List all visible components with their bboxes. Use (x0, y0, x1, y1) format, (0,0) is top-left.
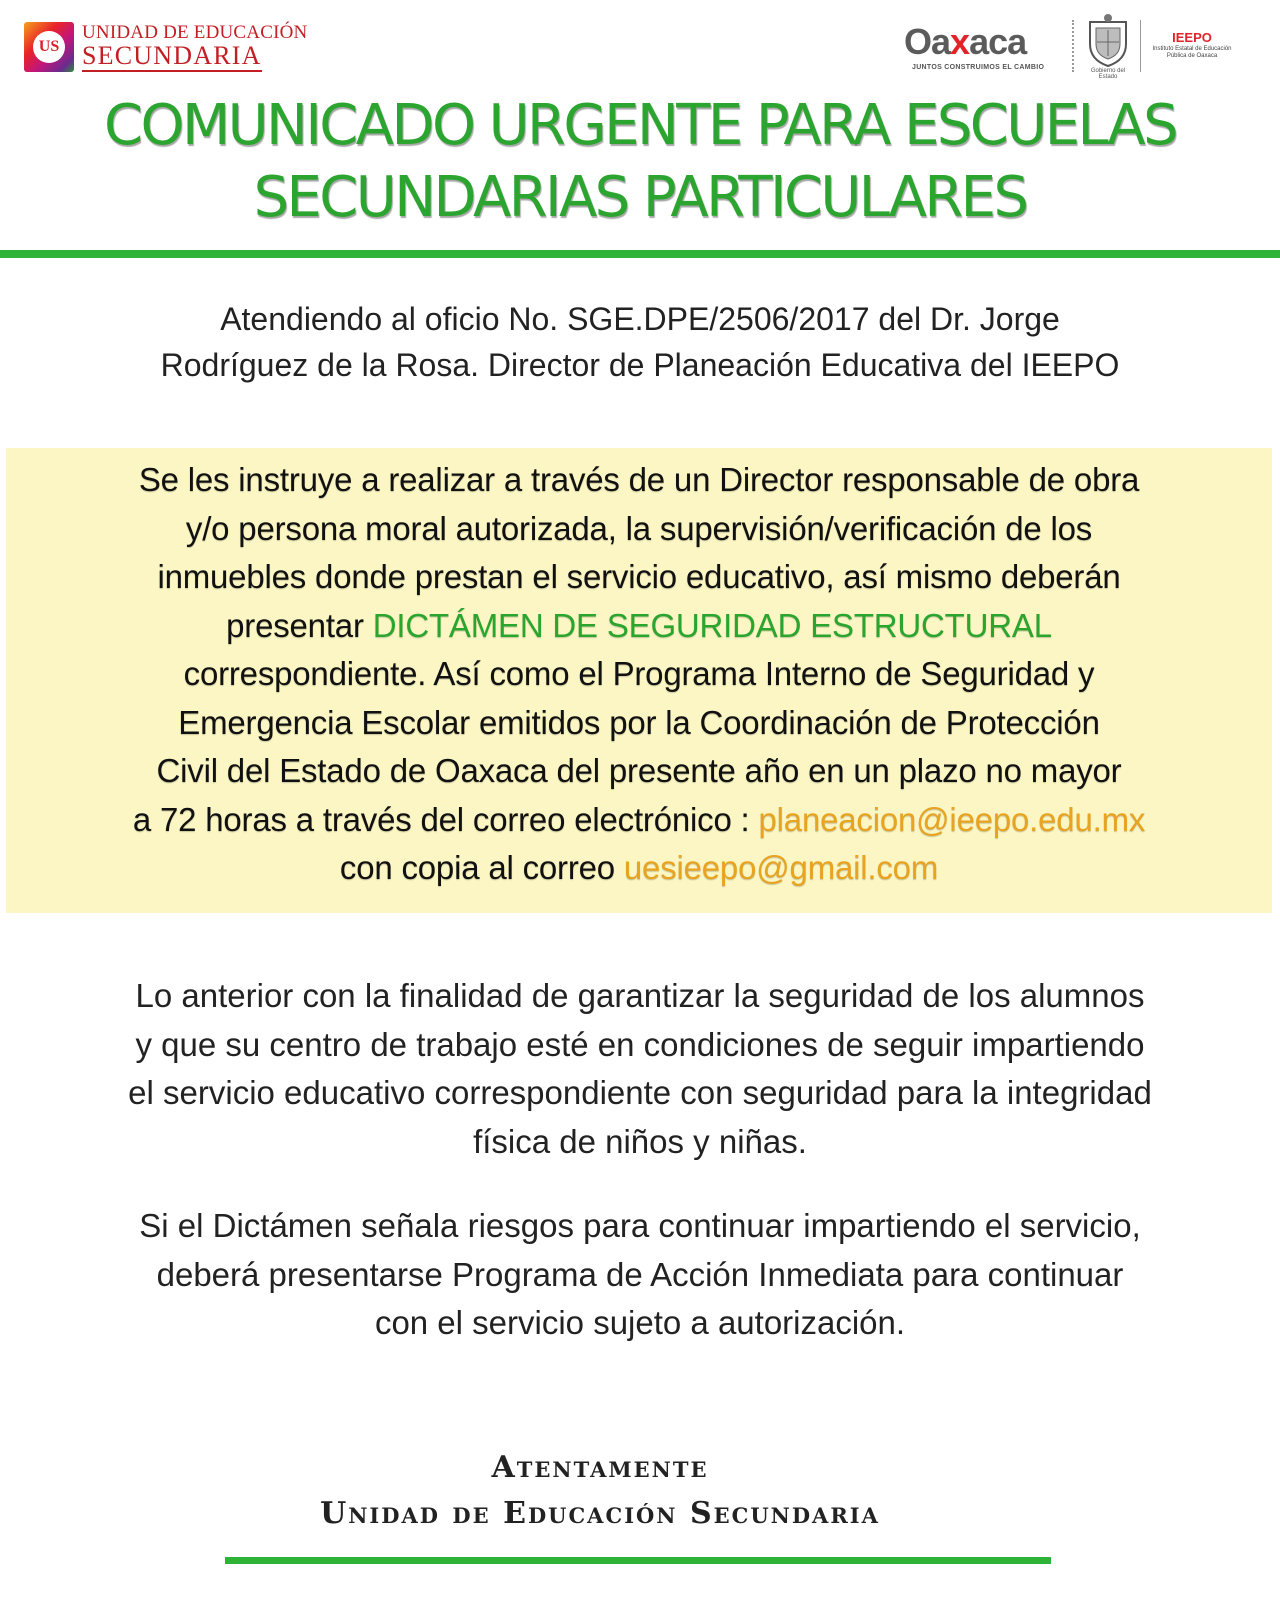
notice-line (6, 602, 1272, 651)
notice-line: Se les instruye a realizar a través de un Director responsable de obra (138, 461, 1140, 498)
use-logo (24, 22, 356, 74)
notice-line: inmuebles donde prestan el servicio educativo, así mismo deberán (157, 558, 1121, 595)
notice-line (6, 844, 1272, 893)
logo-divider (1072, 20, 1076, 72)
use-logo-line1: UNIDAD DE EDUCACIÓN (82, 22, 308, 43)
title-line1: COMUNICADO URGENTE PARA ESCUELAS (103, 93, 1177, 158)
notice-line-prefix: presentar (226, 606, 373, 644)
notice-line-prefix: a 72 horas a través del correo electrónico : (132, 800, 759, 838)
ieepo-logo: IEEPO (1172, 30, 1212, 45)
paragraph-line: con el servicio sujeto a autorización. (374, 1304, 906, 1341)
notice-line: correspondiente. Así como el Programa Interno de Seguridad y (183, 655, 1095, 692)
notice-text (6, 456, 1272, 893)
oaxaca-logo-x: x (950, 21, 970, 62)
signature-divider (225, 1557, 1051, 1564)
notice-line: Civil del Estado de Oaxaca del presente año en un plazo no mayor (156, 752, 1122, 789)
state-shield-icon (1084, 12, 1132, 68)
title-line2: SECUNDARIAS PARTICULARES (253, 165, 1027, 230)
oaxaca-logo-end: aca (969, 21, 1027, 62)
shield-caption: Gobierno del Estado (1090, 68, 1126, 80)
paragraph-line: y que su centro de trabajo esté en condiciones de seguir impartiendo (135, 1025, 1145, 1063)
paragraph-line: Lo anterior con la finalidad de garantizar la seguridad de los alumnos (135, 977, 1145, 1014)
page-title (0, 90, 1280, 234)
paragraph-line: Si el Dictámen señala riesgos para continuar impartiendo el servicio, (139, 1207, 1141, 1244)
notice-line-prefix: con copia al correo (339, 849, 624, 886)
notice-line (6, 796, 1272, 845)
paragraph-line: deberá presentarse Programa de Acción Inmediata para continuar (156, 1255, 1124, 1293)
notice-box (6, 448, 1272, 913)
government-logos (904, 12, 1244, 78)
intro-line: Rodríguez de la Rosa. Director de Planeación Educativa del IEEPO (160, 347, 1120, 383)
signature-closing: Atentamente (491, 1450, 709, 1485)
notice-line: y/o persona moral autorizada, la supervisión/verificación de los (185, 509, 1093, 547)
paragraph-line: el servicio educativo correspondiente con seguridad para la integridad (128, 1074, 1152, 1111)
logo-divider (1140, 20, 1141, 72)
oaxaca-slogan: JUNTOS CONSTRUIMOS EL CAMBIO (912, 64, 1045, 71)
use-mark-text: US (33, 31, 65, 63)
email-link-uesieepo[interactable]: uesieepo@gmail.com (623, 849, 939, 886)
notice-line: Emergencia Escolar emitidos por la Coordinación de Protección (178, 703, 1100, 741)
oaxaca-logo-start: Oa (904, 21, 951, 62)
use-mark-icon (24, 22, 74, 72)
title-divider (0, 250, 1280, 258)
intro-paragraph (20, 296, 1260, 388)
risk-paragraph (16, 1202, 1264, 1348)
email-link-planeacion[interactable]: planeacion@ieepo.edu.mx (758, 800, 1146, 838)
purpose-paragraph (16, 972, 1264, 1166)
ieepo-subtitle: Instituto Estatal de Educación Pública de Oaxaca (1152, 46, 1232, 59)
signature-organization: Unidad de Educación Secundaria (320, 1496, 880, 1531)
oaxaca-logo (904, 21, 1027, 62)
paragraph-line: física de niños y niñas. (473, 1122, 807, 1160)
use-logo-line2: SECUNDARIA (82, 41, 262, 70)
intro-line: Atendiendo al oficio No. SGE.DPE/2506/2017 del Dr. Jorge (220, 301, 1060, 337)
dictamen-highlight: DICTÁMEN DE SEGURIDAD ESTRUCTURAL (372, 606, 1052, 644)
